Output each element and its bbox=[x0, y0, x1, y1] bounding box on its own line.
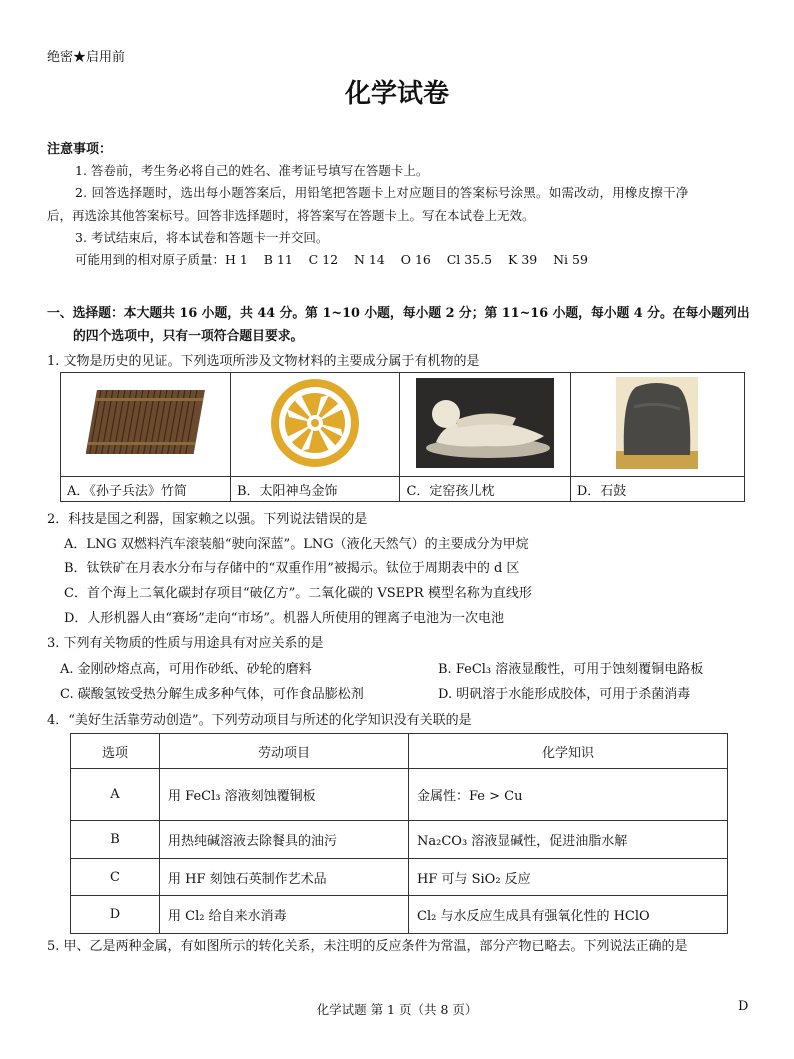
q4-row-a-labor: 用 FeCl₃ 溶液刻蚀覆铜板 bbox=[160, 769, 409, 821]
page-footer: 化学试题 第 1 页（共 8 页） bbox=[316, 1002, 478, 1017]
q4-row-c-option: C bbox=[71, 859, 160, 896]
table-row bbox=[71, 821, 728, 859]
q4-row-a-knowledge: 金属性：Fe > Cu bbox=[409, 769, 728, 821]
notes-item-1: 1. 答卷前，考生务必将自己的姓名、准考证号填写在答题卡上。 bbox=[75, 163, 429, 178]
q1-image-d-cell bbox=[570, 373, 744, 477]
notes-item-2-cont: 后，再选涂其他答案标号。回答非选择题时，将答案写在答题卡上。写在本试卷上无效。 bbox=[47, 208, 535, 223]
table-row bbox=[71, 859, 728, 896]
q4-row-c-knowledge: HF 可与 SiO₂ 反应 bbox=[409, 859, 728, 896]
atomic-masses: 可能用到的相对原子质量：H 1 B 11 C 12 N 14 O 16 Cl 35.5 K 39 Ni 59 bbox=[75, 252, 588, 267]
q1-option-b: B．太阳神鸟金饰 bbox=[231, 477, 400, 502]
notes-heading: 注意事项： bbox=[47, 142, 113, 157]
q1-option-c: C．定窑孩儿枕 bbox=[400, 477, 570, 502]
page-title: 化学试卷 bbox=[344, 79, 449, 109]
q4-header-knowledge: 化学知识 bbox=[409, 734, 728, 769]
q4-stem: 4．“美好生活靠劳动创造”。下列劳动项目与所述的化学知识没有关联的是 bbox=[47, 713, 472, 728]
notes-item-2: 2. 回答选择题时，选出每小题答案后，用铅笔把答题卡上对应题目的答案标号涂黑。如需改动，用橡皮擦干净 bbox=[75, 185, 689, 200]
bamboo-slips-image bbox=[86, 384, 206, 462]
q2-option-a: A．LNG 双燃料汽车滚装船“驶向深蓝”。LNG（液化天然气）的主要成分为甲烷 bbox=[64, 537, 529, 552]
q4-table bbox=[70, 733, 728, 934]
section-heading-line1: 一、选择题：本大题共 16 小题，共 44 分。第 1~10 小题，每小题 2 分；第 11~16 小题，每小题 4 分。在每小题列出 bbox=[47, 306, 750, 321]
q1-option-table bbox=[60, 372, 745, 502]
q4-row-d-labor: 用 Cl₂ 给自来水消毒 bbox=[160, 896, 409, 934]
q2-stem: 2．科技是国之利器，国家赖之以强。下列说法错误的是 bbox=[47, 512, 368, 527]
porcelain-pillow-image bbox=[416, 378, 554, 468]
q2-option-b: B．钛铁矿在月表水分布与存储中的“双重作用”被揭示。钛位于周期表中的 d 区 bbox=[64, 561, 520, 576]
q4-row-b-labor: 用热纯碱溶液去除餐具的油污 bbox=[160, 821, 409, 859]
q4-row-a-option: A bbox=[71, 769, 160, 821]
q3-option-a: A. 金刚砂熔点高，可用作砂纸、砂轮的磨料 bbox=[60, 662, 312, 677]
q4-row-c-labor: 用 HF 刻蚀石英制作艺术品 bbox=[160, 859, 409, 896]
q1-option-d: D．石鼓 bbox=[570, 477, 744, 502]
q3-stem: 3. 下列有关物质的性质与用途具有对应关系的是 bbox=[47, 636, 324, 651]
q2-option-d: D．人形机器人由“赛场”走向“市场”。机器人所使用的锂离子电池为一次电池 bbox=[64, 611, 505, 626]
q5-stem: 5. 甲、乙是两种金属，有如图所示的转化关系，未注明的反应条件为常温，部分产物已略去。下列说法正确的是 bbox=[47, 939, 688, 954]
table-row bbox=[71, 896, 728, 934]
q3-option-b: B. FeCl₃ 溶液显酸性，可用于蚀刻覆铜电路板 bbox=[438, 662, 704, 677]
secret-label: 绝密★启用前 bbox=[47, 50, 126, 65]
q4-row-b-knowledge: Na₂CO₃ 溶液显碱性，促进油脂水解 bbox=[409, 821, 728, 859]
q2-option-c: C．首个海上二氧化碳封存项目“破亿方”。二氧化碳的 VSEPR 模型名称为直线形 bbox=[64, 586, 532, 601]
q1-option-a: A．《孙子兵法》竹简 bbox=[61, 477, 231, 502]
table-row bbox=[71, 769, 728, 821]
section-heading-line2: 的四个选项中，只有一项符合题目要求。 bbox=[73, 329, 304, 344]
q4-row-d-knowledge: Cl₂ 与水反应生成具有强氧化性的 HClO bbox=[409, 896, 728, 934]
q3-option-c: C. 碳酸氢铵受热分解生成多种气体，可作食品膨松剂 bbox=[60, 687, 364, 702]
q1-image-c-cell bbox=[400, 373, 570, 477]
q4-header-option: 选项 bbox=[71, 734, 160, 769]
q1-image-a-cell bbox=[61, 373, 231, 477]
gold-sunbird-image bbox=[269, 377, 361, 469]
notes-item-3: 3. 考试结束后，将本试卷和答题卡一并交回。 bbox=[75, 230, 329, 245]
version-label: D bbox=[738, 999, 749, 1014]
q3-option-d: D. 明矾溶于水能形成胶体，可用于杀菌消毒 bbox=[438, 687, 691, 702]
stone-drum-image bbox=[616, 377, 698, 469]
q1-image-b-cell bbox=[231, 373, 400, 477]
q4-row-d-option: D bbox=[71, 896, 160, 934]
q1-stem: 1. 文物是历史的见证。下列选项所涉及文物材料的主要成分属于有机物的是 bbox=[47, 354, 480, 369]
q4-row-b-option: B bbox=[71, 821, 160, 859]
q4-header-labor: 劳动项目 bbox=[160, 734, 409, 769]
